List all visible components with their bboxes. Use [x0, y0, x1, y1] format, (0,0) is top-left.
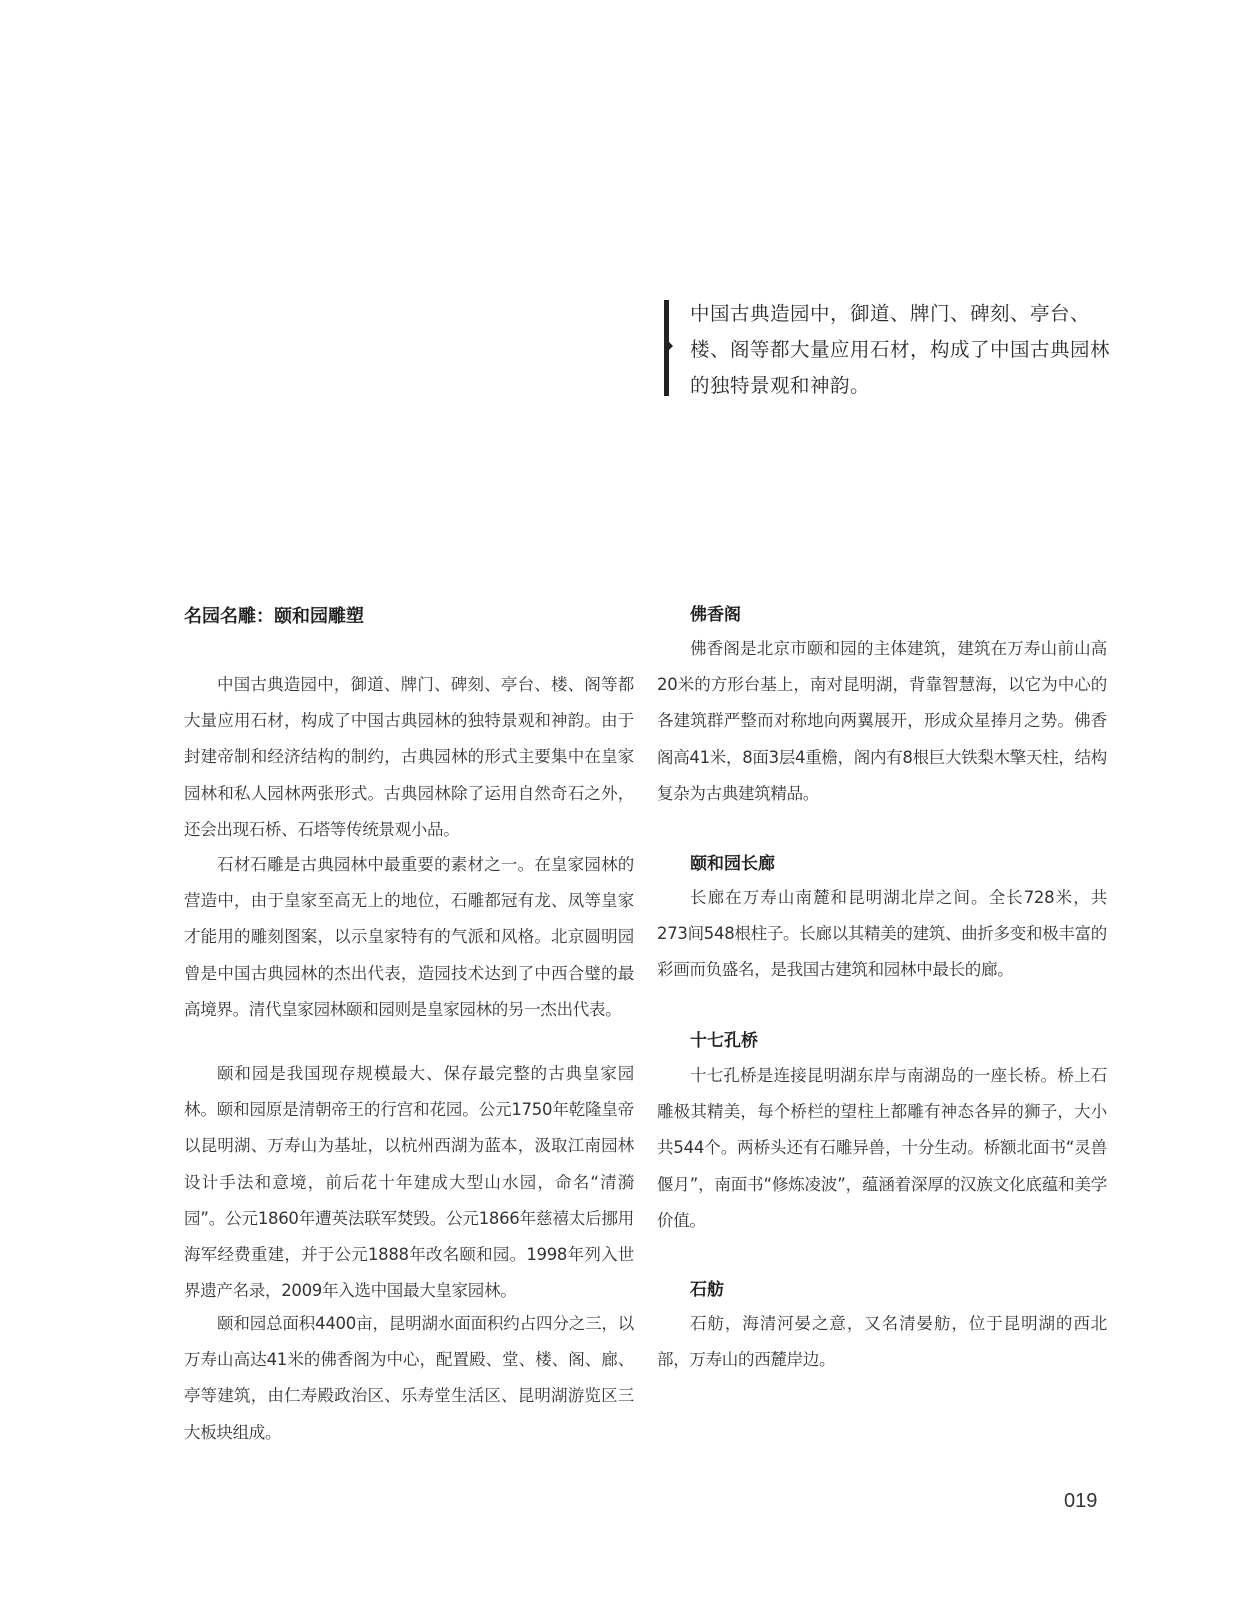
section-body-marble-boat: 石舫，海清河晏之意，又名清晏舫，位于昆明湖的西北部，万寿山的西麓岸边。: [657, 1314, 1107, 1370]
article-title: 名园名雕：颐和园雕塑: [184, 606, 364, 627]
article-paragraph-4: 颐和园总面积4400亩，昆明湖水面面积约占四分之三，以万寿山高达41米的佛香阁为中心，配置殿、堂、楼、阁、廊、亭等建筑，由仁寿殿政治区、乐寿堂生活区、昆明湖游览区三大板块组成。: [184, 1314, 634, 1442]
section-heading-foxiangge: 佛香阁: [690, 605, 741, 625]
section-body-seventeen-arch-bridge: 十七孔桥是连接昆明湖东岸与南湖岛的一座长桥。桥上石雕极其精美，每个桥栏的望柱上都雕有神态各异的狮子，大小共544个。两桥头还有石雕异兽，十分生动。桥额北面书“灵兽偃月”，南面书“修炼凌波”，蕴涵着深厚的汉族文化底蕴和美学价值。: [657, 1066, 1107, 1230]
section-heading-long-corridor: 颐和园长廊: [690, 854, 775, 874]
page-number: 019: [1064, 1490, 1098, 1512]
pull-quote-text: 中国古典造园中，御道、牌门、碑刻、亭台、楼、阁等都大量应用石材，构成了中国古典园林的独特景观和神韵。: [690, 302, 1111, 397]
article-paragraph-2: 石材石雕是古典园林中最重要的素材之一。在皇家园林的营造中，由于皇家至高无上的地位，石雕都冠有龙、凤等皇家才能用的雕刻图案，以示皇家特有的气派和风格。北京圆明园曾是中国古典园林的杰出代表，造园技术达到了中西合璧的最高境界。清代皇家园林颐和园则是皇家园林的另一杰出代表。: [184, 855, 634, 1019]
section-heading-marble-boat: 石舫: [690, 1280, 724, 1300]
article-paragraph-3: 颐和园是我国现存规模最大、保存最完整的古典皇家园林。颐和园原是清朝帝王的行宫和花园。公元1750年乾隆皇帝以昆明湖、万寿山为基址，以杭州西湖为蓝本，汲取江南园林设计手法和意境，前后花十年建成大型山水园，命名“清漪园”。公元1860年遭英法联军焚毁。公元1866年慈禧太后挪用海军经费重建，并于公元1888年改名颐和园。1998年列入世界遗产名录，2009年入选中国最大皇家园林。: [184, 1064, 634, 1301]
section-body-long-corridor: 长廊在万寿山南麓和昆明湖北岸之间。全长728米，共273间548根柱子。长廊以其精美的建筑、曲折多变和极丰富的彩画而负盛名，是我国古建筑和园林中最长的廊。: [657, 888, 1107, 980]
section-heading-seventeen-arch-bridge: 十七孔桥: [690, 1031, 758, 1051]
pull-quote: [664, 296, 1114, 400]
article-paragraph-1: 中国古典造园中，御道、牌门、碑刻、亭台、楼、阁等都大量应用石材，构成了中国古典园林的独特景观和神韵。由于封建帝制和经济结构的制约，古典园林的形式主要集中在皇家园林和私人园林两张形式。古典园林除了运用自然奇石之外，还会出现石桥、石塔等传统景观小品。: [184, 675, 634, 839]
quote-notch-decoration: [667, 340, 673, 352]
section-body-foxiangge: 佛香阁是北京市颐和园的主体建筑，建筑在万寿山前山高20米的方形台基上，南对昆明湖，背靠智慧海，以它为中心的各建筑群严整而对称地向两翼展开，形成众星捧月之势。佛香阁高41米，8面3层4重檐，阁内有8根巨大铁梨木擎天柱，结构复杂为古典建筑精品。: [657, 639, 1107, 803]
